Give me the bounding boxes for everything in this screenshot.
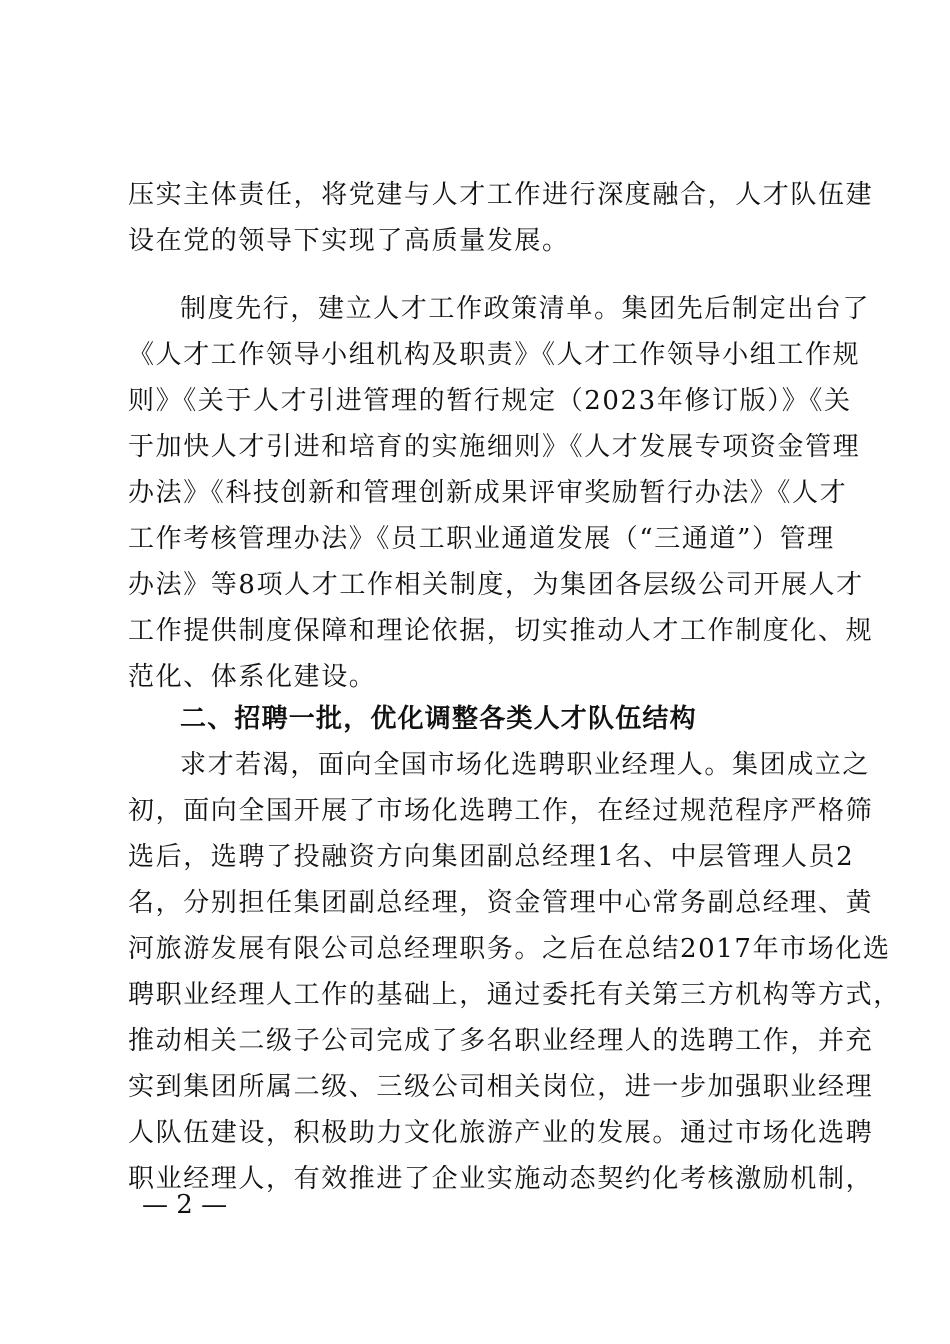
body-line-4: 《人才工作领导小组机构及职责》《人才工作领导小组工作规 — [128, 340, 861, 370]
body-line-1: 压实主体责任，将党建与人才工作进行深度融合，人才队伍建 — [128, 180, 874, 210]
body-line-21: 职业经理人，有效推进了企业实施动态契约化考核激励机制， — [128, 1164, 874, 1194]
body-line-13: 初，面向全国开展了市场化选聘工作，在经过规范程序严格筛 — [128, 796, 874, 826]
body-line-14: 选后，选聘了投融资方向集团副总经理1名、中层管理人员2 — [128, 842, 855, 872]
body-line-10: 工作提供制度保障和理论依据，切实推动人才工作制度化、规 — [128, 616, 874, 646]
body-line-8: 工作考核管理办法》《员工职业通道发展（“三通道”）管理 — [128, 524, 835, 554]
body-line-16: 河旅游发展有限公司总经理职务。之后在总结2017年市场化选 — [128, 934, 891, 964]
body-line-18: 推动相关二级子公司完成了多名职业经理人的选聘工作，并充 — [128, 1026, 874, 1056]
body-line-15: 名，分别担任集团副总经理，资金管理中心常务副总经理、黄 — [128, 888, 874, 918]
body-line-2: 设在党的领导下实现了高质量发展。 — [128, 226, 570, 256]
body-line-11: 范化、体系化建设。 — [128, 662, 377, 692]
page-number: — 2 — — [142, 1190, 228, 1220]
body-line-12: 求才若渴，面向全国市场化选聘职业经理人。集团成立之 — [180, 750, 871, 780]
body-line-3: 制度先行，建立人才工作政策清单。集团先后制定出台了 — [180, 294, 871, 324]
body-line-5: 则》《关于人才引进管理的暂行规定（2023年修订版）》《关 — [128, 386, 852, 416]
body-line-6: 于加快人才引进和培育的实施细则》《人才发展专项资金管理 — [128, 432, 861, 462]
body-line-19: 实到集团所属二级、三级公司相关岗位，进一步加强职业经理 — [128, 1072, 874, 1102]
body-line-9: 办法》等8项人才工作相关制度，为集团各层级公司开展人才 — [128, 570, 864, 600]
section-heading: 二、招聘一批，优化调整各类人才队伍结构 — [180, 704, 697, 734]
body-line-17: 聘职业经理人工作的基础上，通过委托有关第三方机构等方式， — [128, 980, 901, 1010]
body-line-20: 人队伍建设，积极助力文化旅游产业的发展。通过市场化选聘 — [128, 1118, 874, 1148]
body-line-7: 办法》《科技创新和管理创新成果评审奖励暂行办法》《人才 — [128, 478, 848, 508]
